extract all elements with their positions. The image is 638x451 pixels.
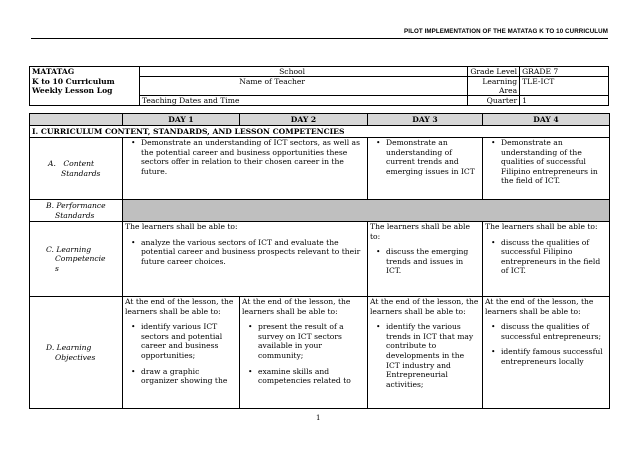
- area-label: Learning Area: [468, 77, 520, 96]
- grade-label: Grade Level: [468, 67, 520, 77]
- objectives-day3: [368, 297, 483, 409]
- content-standards-label: [30, 138, 123, 200]
- row-label-part: Objectives: [55, 352, 96, 362]
- cell-intro: At the end of the lesson, the learners shall be able to:: [485, 297, 594, 316]
- objectives-day4: [483, 297, 610, 409]
- row-label-part: C. Learning: [46, 244, 92, 254]
- list-item: • identify various ICT sectors and potential career and business opportunities;: [141, 322, 237, 360]
- row-label-part: Standards: [61, 168, 101, 178]
- row-label-part: B. Performance: [46, 200, 106, 210]
- school-label: School: [139, 67, 467, 77]
- competencies-day4: [483, 222, 610, 297]
- row-label-part: Content: [63, 158, 95, 168]
- page-header: PILOT IMPLEMENTATION OF THE MATATAG K TO 10 CURRICULUM: [404, 28, 608, 35]
- grade-value: GRADE 7: [520, 67, 609, 77]
- day-header: DAY 4: [483, 114, 610, 126]
- dates-label: Teaching Dates and Time: [139, 96, 467, 106]
- objectives-day1: [123, 297, 240, 409]
- list-item: • identify the various trends in ICT that may contribute to developments in the ICT industry and Entrepreneurial activities;: [386, 322, 480, 389]
- quarter-value: 1: [520, 96, 609, 106]
- title-line: MATATAG: [32, 67, 75, 76]
- title-line: K to 10 Curriculum: [32, 76, 115, 86]
- list-item: • Demonstrate an understanding of the qualities of successful Filipino entrepreneurs in the field of ICT.: [501, 138, 607, 186]
- competencies-label: [30, 222, 123, 297]
- day-header: DAY 2: [240, 114, 368, 126]
- quarter-label: Quarter: [468, 96, 520, 106]
- lesson-log-table: [29, 113, 610, 409]
- list-item: • present the result of a survey on ICT sectors available in your community;: [258, 322, 365, 360]
- objectives-label: [30, 297, 123, 409]
- cell-intro: At the end of the lesson, the learners shall be able to:: [125, 297, 234, 316]
- list-item: • discuss the qualities of successful entrepreneurs;: [501, 322, 607, 341]
- row-label-part: s: [55, 263, 59, 273]
- cell-intro: At the end of the lesson, the learners shall be able to:: [242, 297, 351, 316]
- section-heading: I. CURRICULUM CONTENT, STANDARDS, AND LESSON COMPETENCIES: [30, 126, 610, 138]
- corner-cell: [30, 114, 123, 126]
- performance-standards-label: [30, 200, 123, 222]
- row-label-part: Standards: [55, 210, 95, 220]
- title-line: Weekly Lesson Log: [32, 86, 113, 95]
- list-item: • Demonstrate an understanding of current trends and emerging issues in ICT: [386, 138, 480, 176]
- list-item: • draw a graphic organizer showing the: [141, 367, 237, 386]
- objectives-day2: [240, 297, 368, 409]
- cell-intro: The learners shall be able to:: [370, 222, 470, 241]
- lesson-info-table: [29, 66, 609, 106]
- performance-standards-empty: [123, 200, 610, 222]
- day-header: DAY 3: [368, 114, 483, 126]
- list-item: • analyze the various sectors of ICT and evaluate the potential career and business prospects relevant to their future career choices.: [141, 238, 365, 267]
- header-rule: [31, 38, 608, 39]
- log-title: [30, 67, 140, 106]
- cell-intro: The learners shall be able to:: [485, 222, 598, 231]
- competencies-day12: [123, 222, 368, 297]
- content-standards-day3: [368, 138, 483, 200]
- list-item: • discuss the emerging trends and issues in ICT.: [386, 247, 480, 276]
- page-number: 1: [316, 414, 321, 422]
- cell-intro: The learners shall be able to:: [125, 222, 238, 231]
- row-label-part: D. Learning: [46, 342, 92, 352]
- list-item: • examine skills and competencies related to: [258, 367, 365, 386]
- content-standards-day12: [123, 138, 368, 200]
- list-item: • Demonstrate an understanding of ICT sectors, as well as the potential career and business opportunities these sectors offer in relation to their chosen career in the future.: [141, 138, 365, 176]
- teacher-label: Name of Teacher: [139, 77, 467, 96]
- cell-intro: At the end of the lesson, the learners shall be able to:: [370, 297, 479, 316]
- content-standards-day4: [483, 138, 610, 200]
- competencies-day3: [368, 222, 483, 297]
- list-item: • discuss the qualities of successful Filipino entrepreneurs in the field of ICT.: [501, 238, 607, 276]
- row-label-part: Competencie: [55, 254, 106, 264]
- list-item: • identify famous successful entrepreneurs locally: [501, 347, 607, 366]
- area-value: TLE-ICT: [520, 77, 609, 96]
- row-label-part: A.: [48, 158, 56, 168]
- day-header: DAY 1: [123, 114, 240, 126]
